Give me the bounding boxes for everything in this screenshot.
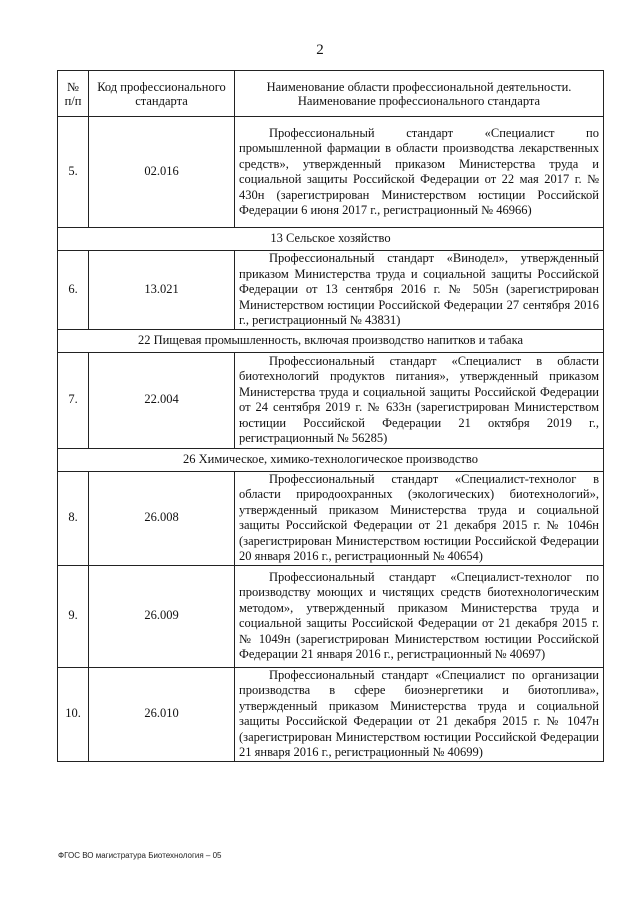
row-description: Профессиональный стандарт «Специалист по организации производства в сфере биоэнергетики и биотоплива», утвержденный приказом Министерства труда и социальной защиты Российской Федерации от 21 декабря 2015 г. № 1047н (зарегистрирован Министерством юстиции Российской Федерации 21 января 2016 г., регистрационный № 40699) (235, 667, 604, 761)
row-number: 10. (58, 667, 89, 761)
row-code: 26.010 (89, 667, 235, 761)
table-row (58, 565, 604, 667)
table-row (58, 117, 604, 228)
page-number: 2 (316, 42, 324, 58)
section-heading-26: 26 Химическое, химико-технологическое производство (58, 448, 604, 471)
row-description: Профессиональный стандарт «Специалист-технолог в области природоохранных (экологических) биотехнологий», утвержденный приказом Министерства труда и социальной защиты Российской Федерации от 21 декабря 2015 г. № 1046н (зарегистрирован Министерством юстиции Российской Федерации 20 января 2016 г., регистрационный № 40654) (235, 471, 604, 565)
row-code: 13.021 (89, 251, 235, 330)
row-number: 6. (58, 251, 89, 330)
row-number: 8. (58, 471, 89, 565)
row-number: 5. (58, 117, 89, 228)
professional-standards-table (57, 70, 604, 762)
row-description: Профессиональный стандарт «Специалист в области биотехнологий продуктов питания», утвержденный приказом Министерства труда и социальной защиты Российской Федерации от 24 сентября 2019 г. № 633н (зарегистрирован Министерством юстиции Российской Федерации 21 октября 2019 г., регистрационный № 56285) (235, 352, 604, 448)
header-name-line2: Наименование профессионального стандарта (297, 93, 541, 108)
header-name (235, 71, 604, 117)
header-name-line1: Наименование области профессиональной деятельности. (266, 79, 572, 94)
row-description: Профессиональный стандарт «Специалист-технолог по производству моющих и чистящих средств биотехнологическим методом», утвержденный приказом Министерства труда и социальной защиты Российской Федерации от 21 декабря 2015 г. № 1049н (зарегистрирован Министерством юстиции Российской Федерации 21 января 2016 г., регистрационный № 40697) (235, 565, 604, 667)
row-description: Профессиональный стандарт «Специалист по промышленной фармации в области производства лекарственных средств», утвержденный приказом Министерства труда и социальной защиты Российской Федерации от 22 мая 2017 г. № 430н (зарегистрирован Министерством юстиции Российской Федерации 6 июня 2017 г., регистрационный № 46966) (235, 117, 604, 228)
row-code: 22.004 (89, 352, 235, 448)
row-code: 02.016 (89, 117, 235, 228)
footer-text: ФГОС ВО магистратура Биотехнология – 05 (58, 851, 222, 860)
table-row (58, 471, 604, 565)
section-row (58, 228, 604, 251)
section-row (58, 448, 604, 471)
row-number: 7. (58, 352, 89, 448)
header-code: Код профессионального стандарта (89, 71, 235, 117)
table-header-row (58, 71, 604, 117)
section-heading-22: 22 Пищевая промышленность, включая производство напитков и табака (58, 329, 604, 352)
row-code: 26.009 (89, 565, 235, 667)
section-heading-13: 13 Сельское хозяйство (58, 228, 604, 251)
table-row (58, 667, 604, 761)
row-description: Профессиональный стандарт «Винодел», утвержденный приказом Министерства труда и социальной защиты Российской Федерации от 13 сентября 2016 г. № 505н (зарегистрирован Министерством юстиции Российской Федерации 27 сентября 2016 г., регистрационный № 43831) (235, 251, 604, 330)
table-row (58, 251, 604, 330)
header-number: № п/п (58, 71, 89, 117)
table-row (58, 352, 604, 448)
section-row (58, 329, 604, 352)
row-number: 9. (58, 565, 89, 667)
row-code: 26.008 (89, 471, 235, 565)
